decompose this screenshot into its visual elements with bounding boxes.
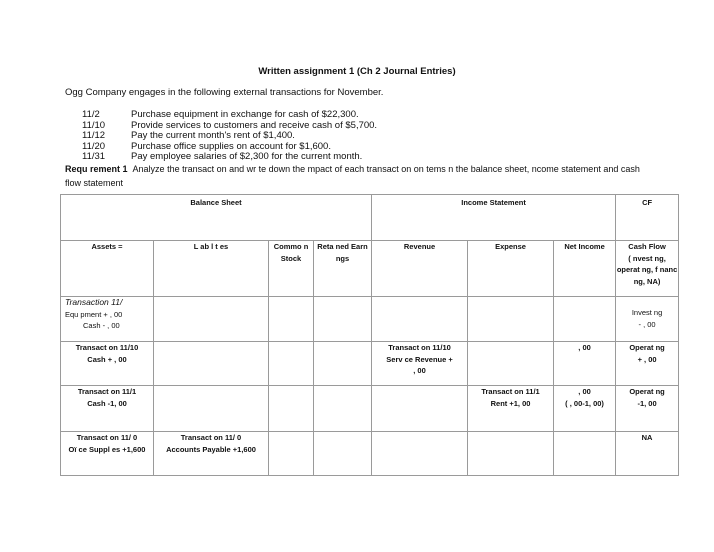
cf-header: CF [616, 195, 679, 241]
cell-common-stock [269, 342, 314, 386]
column-header-net-income: Net Income [554, 241, 616, 297]
column-header-expense: Expense [468, 241, 554, 297]
cell-net-income [554, 432, 616, 476]
cell-net-income [554, 297, 616, 342]
transaction-line [82, 152, 362, 163]
cell-common-stock [269, 386, 314, 432]
cell-assets: Transact on 11/10 Cash + , 00 [61, 342, 154, 386]
cell-common-stock [269, 432, 314, 476]
group-header-row [61, 195, 679, 241]
page-title: Written assignment 1 (Ch 2 Journal Entries) [258, 66, 456, 77]
cell-retained-earnings [314, 386, 372, 432]
transaction-text: Pay the current month's rent of $1,400. [131, 130, 295, 141]
transaction-date: 11/2 [82, 109, 100, 120]
column-header-cash-flow: Cash Flow ( nvest ng, operat ng, f nanc ng, NA) [616, 241, 679, 297]
cell-assets: Transaction 11/ Equ pment + , 00 Cash - , 00 [61, 297, 154, 342]
cell-assets: Transact on 11/ 0 Oï ce Suppl es +1,600 [61, 432, 154, 476]
cell-liabilities [154, 386, 269, 432]
table-row [61, 342, 679, 386]
cell-retained-earnings [314, 342, 372, 386]
column-header-liabilities: L ab l t es [154, 241, 269, 297]
column-header-common-stock: Commo n Stock [269, 241, 314, 297]
cell-revenue: Transact on 11/10 Serv ce Revenue + , 00 [372, 342, 468, 386]
transaction-date: 11/10 [82, 119, 106, 131]
cell-common-stock [269, 297, 314, 342]
table-row [61, 297, 679, 342]
cell-revenue [372, 432, 468, 476]
intro-text: Ogg Company engages in the following external transactions for November. [65, 87, 384, 98]
cell-expense [468, 342, 554, 386]
cell-liabilities: Transact on 11/ 0 Accounts Payable +1,600 [154, 432, 269, 476]
requirement-text: Analyze the transact on and wr te down the mpact of each transact on on tems n the balance sheet, ncome statement and cash flow statement [65, 164, 640, 188]
income-statement-header: Income Statement [372, 195, 616, 241]
transaction-date: 11/12 [82, 130, 106, 141]
cell-assets: Transact on 11/1 Cash -1, 00 [61, 386, 154, 432]
column-header-assets: Assets = [61, 241, 154, 297]
cell-cash-flow: NA [616, 432, 679, 476]
cell-expense: Transact on 11/1 Rent +1, 00 [468, 386, 554, 432]
cell-retained-earnings [314, 432, 372, 476]
impact-table [60, 194, 679, 476]
transaction-date: 11/20 [82, 140, 106, 152]
cell-net-income: , 00 ( , 00-1, 00) [554, 386, 616, 432]
transaction-text: Provide services to customers and receive cash of $5,700. [131, 119, 378, 131]
table-row [61, 432, 679, 476]
column-header-revenue: Revenue [372, 241, 468, 297]
transaction-date: 11/31 [82, 151, 106, 162]
transaction-text: Pay employee salaries of $2,300 for the current month. [131, 151, 363, 162]
transaction-text: Purchase office supplies on account for $1,600. [131, 140, 331, 152]
balance-sheet-header: Balance Sheet [61, 195, 372, 241]
column-header-retained-earnings: Reta ned Earn ngs [314, 241, 372, 297]
cell-net-income: , 00 [554, 342, 616, 386]
cell-revenue [372, 297, 468, 342]
cell-liabilities [154, 297, 269, 342]
cell-liabilities [154, 342, 269, 386]
column-header-row [61, 241, 679, 297]
cell-cash-flow: Operat ng -1, 00 [616, 386, 679, 432]
requirement-paragraph [65, 162, 655, 190]
transaction-text: Purchase equipment in exchange for cash of $22,300. [131, 109, 359, 120]
cell-cash-flow: Invest ng - , 00 [616, 297, 679, 342]
cell-revenue [372, 386, 468, 432]
cell-expense [468, 297, 554, 342]
table-row [61, 386, 679, 432]
cell-cash-flow: Operat ng + , 00 [616, 342, 679, 386]
cell-retained-earnings [314, 297, 372, 342]
cell-expense [468, 432, 554, 476]
requirement-label: Requ rement 1 [65, 164, 128, 174]
